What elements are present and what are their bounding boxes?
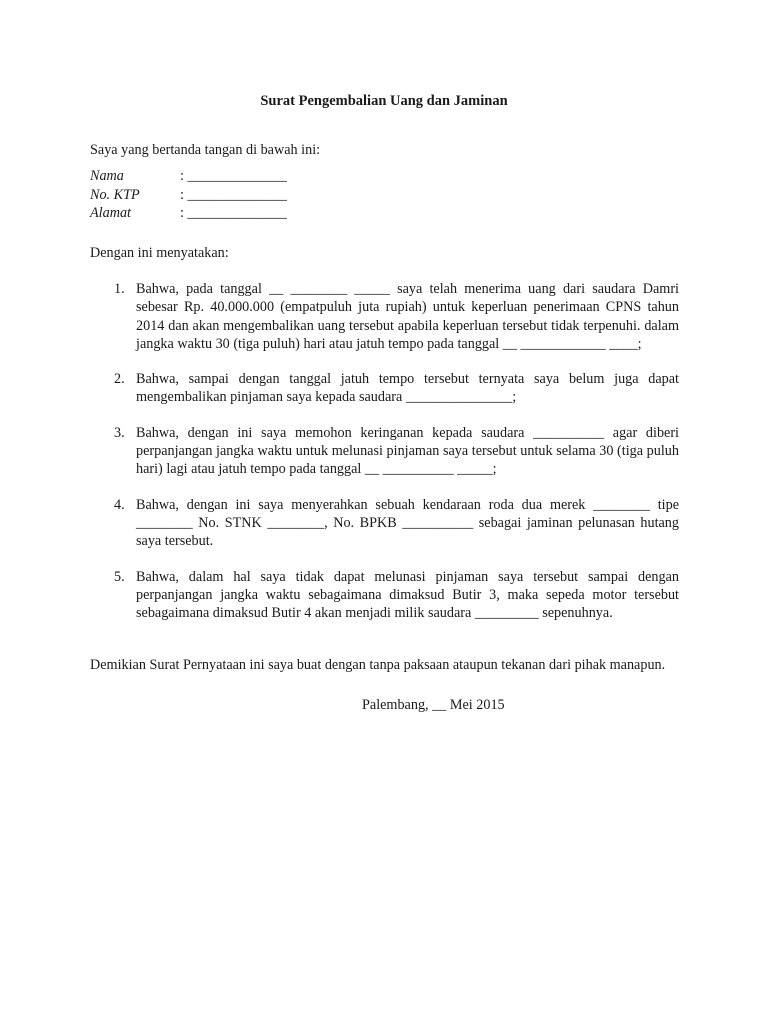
item-number: 4. (114, 496, 125, 513)
field-value: : ______________ (180, 168, 287, 184)
field-value: : ______________ (180, 186, 287, 203)
field-label: Nama (90, 168, 124, 184)
closing-text: Demikian Surat Pernyataan ini saya buat dengan tanpa paksaan ataupun tekanan dari pihak manapun. (90, 657, 666, 673)
item-text: Bahwa, dengan ini saya menyerahkan sebuah kendaraan roda dua merek ________ tipe ________ No. STNK ________, No. BPKB __________ sebagai jaminan pelunasan hutang saya tersebut. (136, 496, 679, 550)
identity-fields (90, 167, 287, 223)
list-item (114, 568, 679, 623)
item-number: 1. (114, 281, 125, 297)
item-text: Bahwa, pada tanggal __ ________ _____ saya telah menerima uang dari saudara Damri sebesar Rp. 40.000.000 (empatpuluh juta rupiah) untuk keperluan penerimaan CPNS tahun 2014 dan akan mengembalikan uang tersebut apabila keperluan tersebut tidak terpenuhi. dalam jangka waktu 30 (tiga puluh) hari atau jatuh tempo pada tanggal __ ____________ ____; (136, 281, 679, 352)
statement-intro: Dengan ini menyatakan: (90, 245, 229, 261)
item-number: 3. (114, 424, 125, 441)
place-date: Palembang, __ Mei 2015 (362, 697, 505, 713)
field-nama (90, 167, 287, 186)
field-value: : ______________ (180, 205, 287, 221)
field-no-ktp (90, 186, 287, 205)
field-alamat (90, 204, 287, 223)
item-number: 5. (114, 568, 125, 585)
list-item (114, 280, 679, 353)
statement-list (114, 280, 679, 639)
document-title: Surat Pengembalian Uang dan Jaminan (260, 93, 508, 109)
list-item (114, 424, 679, 479)
field-label: Alamat (90, 205, 131, 221)
field-label: No. KTP (90, 186, 140, 203)
intro-text: Saya yang bertanda tangan di bawah ini: (90, 142, 321, 158)
item-text: Bahwa, dengan ini saya memohon keringanan kepada saudara __________ agar diberi perpanjangan jangka waktu untuk melunasi pinjaman saya tersebut untuk selama 30 (tiga puluh hari) lagi atau jatuh tempo pada tanggal __ __________ _____; (136, 424, 679, 478)
item-number: 2. (114, 371, 125, 388)
list-item (114, 496, 679, 551)
list-item (114, 370, 679, 407)
item-text: Bahwa, dalam hal saya tidak dapat melunasi pinjaman saya tersebut sampai dengan perpanjangan jangka waktu sebagaimana dimaksud Butir 3, maka sepeda motor tersebut sebagaimana dimaksud Butir 4 akan menjadi milik saudara _________ sepenuhnya. (136, 568, 679, 622)
item-text: Bahwa, sampai dengan tanggal jatuh tempo tersebut ternyata saya belum juga dapat mengembalikan pinjaman saya kepada saudara _______________; (136, 371, 679, 406)
